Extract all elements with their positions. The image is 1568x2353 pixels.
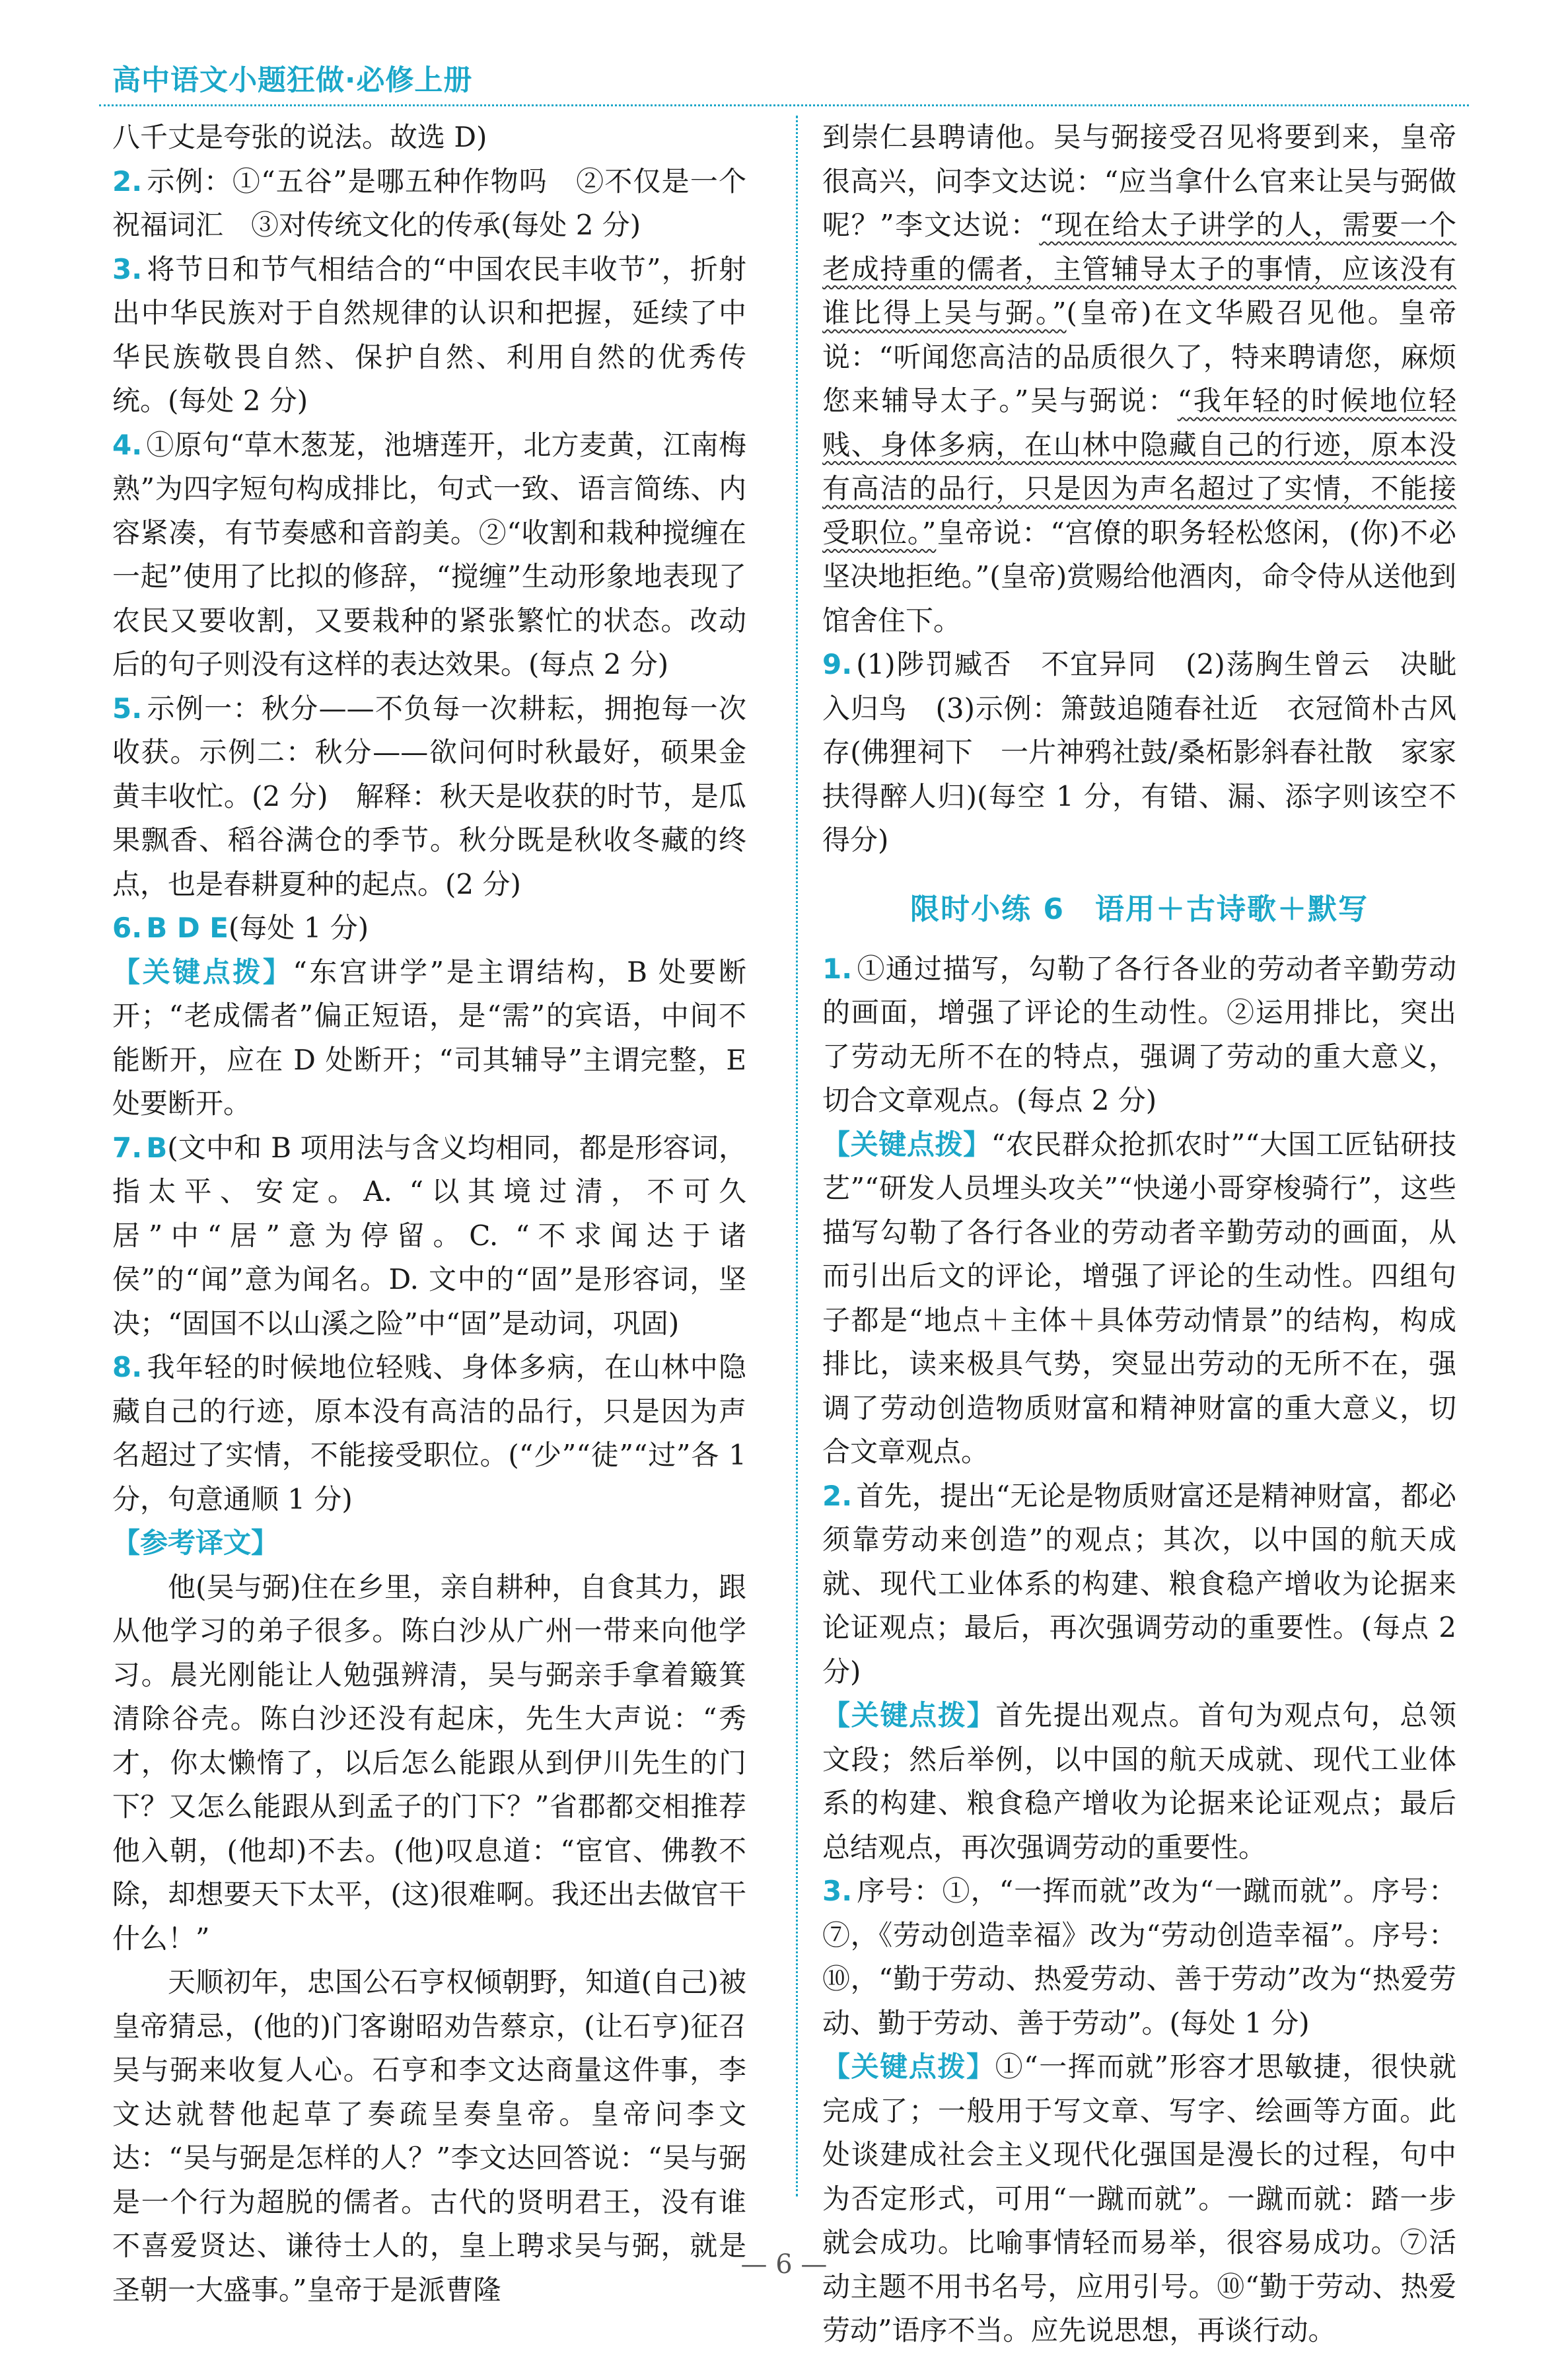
answer-5: 5. 示例一：秋分——不负每一次耕耘，拥抱每一次收获。示例二：秋分——欲问何时秋最好，硕果金黄丰收忙。(2 分) 解释：秋天是收获的时节，是瓜果飘香、稻谷满仓的季节。秋分既是秋收冬藏的终点，也是春耕夏种的起点。(2 分) bbox=[112, 692, 746, 900]
answer-9: 9. (1)陟罚臧否 不宜异同 (2)荡胸生曾云 决眦入归鸟 (3)示例：箫鼓追随春社近 衣冠简朴古风存(佛狸祠下 一片神鸦社鼓/桑柘影斜春社散 家家扶得醉人归)(每空 1 分，有错、漏、添字则该空不得分) bbox=[822, 648, 1456, 856]
translation-paragraph-2: 天顺初年，忠国公石亨权倾朝野，知道(自己)被皇帝猜忌，(他的)门客谢昭劝告蔡京，(让石亨)征召吴与弼来收复人心。石亨和李文达商量这件事，李文达就替他起草了奏疏呈奏皇帝。皇帝问李文达：“吴与弼是怎样的人？”李文达回答说：“吴与弼是一个行为超脱的儒者。古代的贤明君王，没有谁不喜爱贤达、谦待士人的，皇上聘求吴与弼，就是圣朝一大盛事。”皇帝于是派曹隆 bbox=[112, 1966, 746, 2306]
answer-2: 2. 示例：①“五谷”是哪五种作物吗 ②不仅是一个祝福词汇 ③对传统文化的传承(每处 2 分) bbox=[112, 164, 746, 241]
section-title: 限时小练 6 语用＋古诗歌＋默写 bbox=[910, 892, 1369, 926]
header-rule bbox=[99, 104, 1469, 106]
translation-paragraph-3: 到崇仁县聘请他。吴与弼接受召见将要到来，皇帝很高兴，问李文达说：“应当拿什么官来让吴与弼做呢？”李文达说：“现在给太子讲学的人，需要一个老成持重的儒者，主管辅导太子的事情，应该没有谁比得上吴与弼。”(皇帝)在文华殿召见他。皇帝说：“听闻您高洁的品质很久了，特来聘请您，麻烦您来辅导太子。”吴与弼说：“我年轻的时候地位轻贱、身体多病，在山林中隐藏自己的行迹，原本没有高洁的品行，只是因为声名超过了实情，不能接受职位。”皇帝说：“宫僚的职务轻松悠闲，(你)不必坚决地拒绝。”(皇帝)赏赐给他酒肉，命令侍从送他到馆舍住下。 bbox=[822, 121, 1456, 637]
left-column bbox=[112, 116, 746, 2312]
answer-6-note: 【关键点拨】“东宫讲学”是主谓结构，B 处要断开；“老成儒者”偏正短语，是“需”的宾语，中间不能断开，应在 D 处断开；“司其辅导”主谓完整，E 处要断开。 bbox=[112, 955, 746, 1120]
translation-paragraph-1: 他(吴与弼)住在乡里，亲自耕种，自食其力，跟从他学习的弟子很多。陈白沙从广州一带来向他学习。晨光刚能让人勉强辨清，吴与弼亲手拿着簸箕清除谷壳。陈白沙还没有起床，先生大声说：“秀才，你太懒惰了，以后怎么能跟从到伊川先生的门下？又怎么能跟从到孟子的门下？”省郡都交相推荐他入朝，(他却)不去。(他)叹息道：“宦官、佛教不除，却想要天下太平，(这)很难啊。我还出去做官干什么！” bbox=[112, 1570, 746, 1955]
running-header: 高中语文小题狂做·必修上册 bbox=[112, 64, 473, 97]
column-divider bbox=[796, 116, 798, 2196]
answer-6: 6. B D E(每处 1 分) bbox=[112, 912, 369, 944]
page-number: — 6 — bbox=[740, 2249, 828, 2280]
answer-4: 4. ①原句“草木葱茏，池塘莲开，北方麦黄，江南梅熟”为四字短句构成排比，句式一致、语言简练、内容紧凑，有节奏感和音韵美。②“收割和栽种搅缠在一起”使用了比拟的修辞，“搅缠”生动形象地表现了农民又要收割，又要栽种的紧张繁忙的状态。改动后的句子则没有这样的表达效果。(每点 2 分) bbox=[112, 428, 746, 680]
section-answer-1: 1. ①通过描写，勾勒了各行各业的劳动者辛勤劳动的画面，增强了评论的生动性。②运用排比，突出了劳动无所不在的特点，强调了劳动的重大意义，切合文章观点。(每点 2 分) bbox=[822, 952, 1456, 1116]
answer-8: 8. 我年轻的时候地位轻贱、身体多病，在山林中隐藏自己的行迹，原本没有高洁的品行，只是因为声名超过了实情，不能接受职位。(“少”“徒”“过”各 1 分，句意通顺 1 分) bbox=[112, 1351, 746, 1515]
underlined-sentence-1: “现在给太子讲学的人，需要一个老成持重的儒者，主管辅导太子的事情，应该没有谁比得上吴与弼。” bbox=[822, 209, 1456, 329]
section-answer-3: 3. 序号：①，“一挥而就”改为“一蹴而就”。序号：⑦，《劳动创造幸福》改为“劳动创造幸福”。序号：⑩，“勤于劳动、热爱劳动、善于劳动”改为“热爱劳动、勤于劳动、善于劳动”。(每处 1 分) bbox=[822, 1875, 1456, 2039]
section-answer-2: 2. 首先，提出“无论是物质财富还是精神财富，都必须靠劳动来创造”的观点；其次，以中国的航天成就、现代工业体系的构建、粮食稳产增收为论据来论证观点；最后，再次强调劳动的重要性。(每点 2 分) bbox=[822, 1479, 1456, 1688]
section-answer-2-note: 【关键点拨】首先提出观点。首句为观点句，总领文段；然后举例，以中国的航天成就、现代工业体系的构建、粮食稳产增收为论据来论证观点；最后总结观点，再次强调劳动的重要性。 bbox=[822, 1699, 1456, 1864]
underlined-sentence-2: “我年轻的时候地位轻贱、身体多病，在山林中隐藏自己的行迹，原本没有高洁的品行，只是因为声名超过了实情，不能接受职位。” bbox=[822, 384, 1456, 549]
section-answer-3-note: 【关键点拨】①“一挥而就”形容才思敏捷，很快就完成了；一般用于写文章、写字、绘画等方面。此处谈建成社会主义现代化强国是漫长的过程，句中为否定形式，可用“一蹴而就”。一蹴而就：踏一步就会成功。比喻事情轻而易举，很容易成功。⑦活动主题不用书名号，应用引号。⑩“勤于劳动、热爱劳动”语序不当。应先说思想，再谈行动。 bbox=[822, 2050, 1456, 2346]
section-answer-1-note: 【关键点拨】“农民群众抢抓农时”“大国工匠钻研技艺”“研发人员埋头攻关”“快递小哥穿梭骑行”，这些描写勾勒了各行各业的劳动者辛勤劳动的画面，从而引出后文的评论，增强了评论的生动性。四组句子都是“地点＋主体＋具体劳动情景”的结构，构成排比，读来极具气势，突显出劳动的无所不在，强调了劳动创造物质财富和精神财富的重大意义，切合文章观点。 bbox=[822, 1128, 1456, 1468]
right-column bbox=[822, 116, 1456, 2353]
answer-7: 7. B(文中和 B 项用法与含义均相同，都是形容词，指太平、安定。A. “以其境过清，不可久居”中“居”意为停留。C. “不求闻达于诸侯”的“闻”意为闻名。D. 文中的“固”是形容词，坚决；“固国不以山溪之险”中“固”是动词，巩固) bbox=[112, 1131, 746, 1340]
answer-3: 3. 将节日和节气相结合的“中国农民丰收节”，折射出中华民族对于自然规律的认识和把握，延续了中华民族敬畏自然、保护自然、利用自然的优秀传统。(每处 2 分) bbox=[112, 252, 746, 417]
continuation-text: 八千丈是夸张的说法。故选 D) bbox=[112, 121, 487, 153]
reference-translation-label: 【参考译文】 bbox=[112, 1527, 279, 1559]
